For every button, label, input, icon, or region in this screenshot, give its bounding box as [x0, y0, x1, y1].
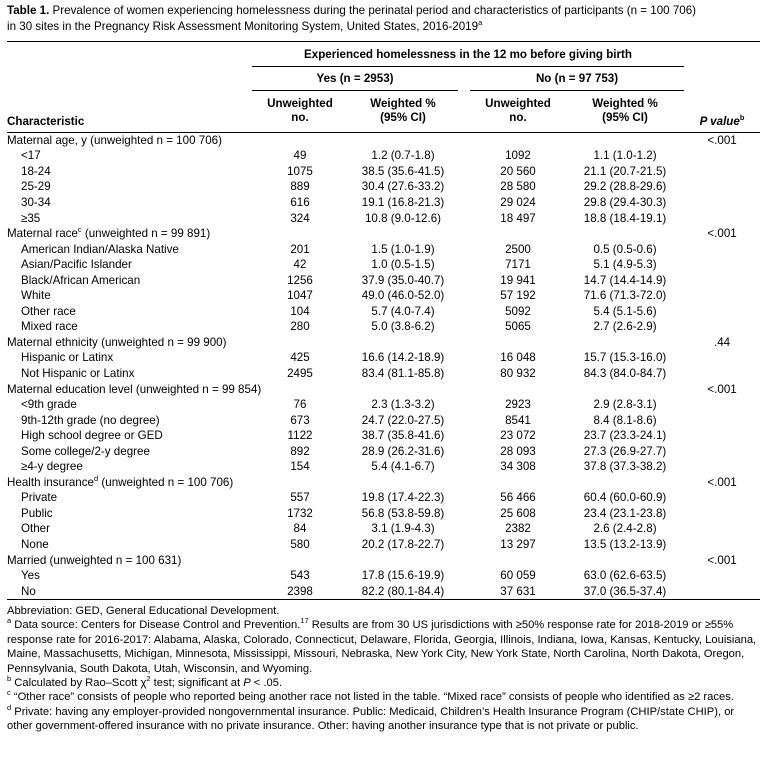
- table-row: [7, 179, 760, 195]
- no-weighted: 15.7 (15.3-16.0): [583, 351, 667, 365]
- no-unweighted: 60 059: [500, 569, 536, 583]
- no-unweighted-header: Unweighted no.: [485, 97, 551, 125]
- no-weighted: 63.0 (62.6-63.5): [583, 569, 667, 583]
- no-weighted: 2.9 (2.8-3.1): [593, 398, 657, 412]
- row-label: American Indian/Alaska Native: [21, 242, 179, 256]
- characteristic-header: Characteristic: [7, 114, 85, 128]
- yes-unweighted: 154: [290, 460, 310, 474]
- empty-cell: [684, 195, 760, 211]
- table-row: [7, 164, 760, 180]
- yes-weighted: 5.0 (3.8-6.2): [371, 320, 435, 334]
- spacer-cell: [458, 148, 470, 164]
- yes-unweighted: 49: [293, 149, 307, 163]
- yes-weighted: 1.0 (0.5-1.5): [371, 258, 435, 272]
- table-row: [7, 412, 760, 428]
- empty-cell: [458, 335, 470, 351]
- spacer-cell: [458, 241, 470, 257]
- no-weighted: 71.6 (71.3-72.0): [583, 289, 667, 303]
- spacer-cell: [458, 521, 470, 537]
- empty-cell: [458, 552, 470, 568]
- spacer-cell: [458, 397, 470, 413]
- yes-group-header: Yes (n = 2953): [252, 67, 458, 91]
- table-row: [7, 241, 760, 257]
- table-row: [7, 490, 760, 506]
- empty-cell: [470, 133, 566, 149]
- empty-cell: [348, 552, 458, 568]
- empty-cell: [684, 506, 760, 522]
- empty-cell: [252, 133, 348, 149]
- empty-cell: [684, 304, 760, 320]
- spacer-cell: [458, 304, 470, 320]
- no-unweighted: 2382: [505, 522, 531, 536]
- category-label: Maternal education level (unweighted n = 99 854): [7, 382, 262, 396]
- row-label: 25-29: [21, 180, 51, 194]
- table-row: [7, 210, 760, 226]
- empty-cell: [684, 350, 760, 366]
- table-body: [7, 133, 760, 599]
- no-weighted: 14.7 (14.4-14.9): [583, 273, 667, 287]
- no-unweighted: 25 608: [500, 506, 536, 520]
- no-weighted: 1.1 (1.0-1.2): [593, 149, 657, 163]
- empty-cell: [566, 381, 684, 397]
- yes-unweighted: 76: [293, 398, 307, 412]
- footnote-a: $^a$ Data source: Centers for Disease Control and Prevention.$^{17}$ Results are from 30 US jurisdictions with ≥50% response rate for 2018-2019 or ≥55% response rate for 2016-2017: Alabama, Alaska, Colorado, Connecticut, Delaware, Florida, Georgia, Illinois, Indiana, Iowa, Kansas, Kentucky, Louisiana, Maine, Massachusetts, Michigan, Minnesota, Mississippi, Missouri, Nebraska, New York City, New York State, North Carolina, North Dakota, Oregon, Pennsylvania, South Dakota, Utah, Wisconsin, and Wyoming.: [7, 616, 757, 675]
- spacer-cell: [458, 257, 470, 273]
- empty-cell: [684, 459, 760, 475]
- no-weighted: 29.2 (28.8-29.6): [583, 180, 667, 194]
- spacer-cell: [458, 210, 470, 226]
- yes-weighted: 82.2 (80.1-84.4): [361, 584, 445, 598]
- yes-unweighted: 2495: [287, 366, 313, 380]
- empty-cell: [566, 475, 684, 491]
- table-row: [7, 148, 760, 164]
- row-label: Not Hispanic or Latinx: [21, 366, 135, 380]
- row-label: No: [21, 584, 36, 598]
- empty-cell: [458, 381, 470, 397]
- empty-cell: [470, 475, 566, 491]
- category-row: [7, 335, 760, 351]
- yes-unweighted: 1256: [287, 273, 313, 287]
- no-unweighted: 80 932: [500, 366, 536, 380]
- empty-cell: [470, 381, 566, 397]
- no-unweighted: 8541: [505, 413, 531, 427]
- empty-cell: [684, 366, 760, 382]
- empty-cell: [348, 475, 458, 491]
- no-weighted: 5.4 (5.1-5.6): [593, 304, 657, 318]
- spacer-cell: [458, 366, 470, 382]
- yes-weighted: 2.3 (1.3-3.2): [371, 398, 435, 412]
- yes-unweighted: 543: [290, 569, 310, 583]
- yes-unweighted-header: Unweighted no.: [267, 97, 333, 125]
- footnote-b: $^b$ Calculated by Rao–Scott $\chi^2$ test; significant at P < .05.: [7, 673, 283, 689]
- empty-cell: [252, 381, 348, 397]
- table-row: [7, 272, 760, 288]
- no-unweighted: 13 297: [500, 537, 536, 551]
- empty-cell: [684, 568, 760, 584]
- table-row: [7, 288, 760, 304]
- table-row: [7, 568, 760, 584]
- spacer-cell: [458, 164, 470, 180]
- p-value: .44: [713, 335, 731, 349]
- category-label: Maternal age, y (unweighted n = 100 706): [7, 133, 222, 147]
- row-label: Other: [21, 522, 50, 536]
- p-value: <.001: [707, 553, 737, 567]
- row-label: 30-34: [21, 195, 51, 209]
- spacer-cell: [458, 583, 470, 599]
- no-weighted: 0.5 (0.5-0.6): [593, 242, 657, 256]
- spacer-cell: [458, 179, 470, 195]
- no-unweighted: 28 580: [500, 180, 536, 194]
- yes-weighted: 1.5 (1.0-1.9): [371, 242, 435, 256]
- spacer-cell: [458, 350, 470, 366]
- caption-text-2: in 30 sites in the Pregnancy Risk Assessment Monitoring System, United States, 2016-2019: [7, 20, 479, 33]
- empty-cell: [252, 475, 348, 491]
- empty-cell: [684, 521, 760, 537]
- row-label: <9th grade: [21, 398, 77, 412]
- table-row: [7, 521, 760, 537]
- table-row: [7, 537, 760, 553]
- no-unweighted: 5092: [505, 304, 531, 318]
- yes-weighted-header: Weighted % (95% CI): [370, 97, 436, 125]
- spacer-cell: [458, 459, 470, 475]
- yes-unweighted: 1122: [287, 429, 313, 443]
- no-weighted: 23.4 (23.1-23.8): [583, 506, 667, 520]
- no-weighted-header: Weighted % (95% CI): [592, 97, 658, 125]
- no-unweighted: 16 048: [500, 351, 536, 365]
- row-label: Mixed race: [21, 320, 78, 334]
- no-weighted: 37.8 (37.3-38.2): [583, 460, 667, 474]
- no-weighted: 5.1 (4.9-5.3): [593, 258, 657, 272]
- category-label: Maternal ethnicity (unweighted n = 99 900): [7, 335, 227, 349]
- no-weighted: 21.1 (20.7-21.5): [583, 164, 667, 178]
- spacer-cell: [458, 412, 470, 428]
- yes-unweighted: 889: [290, 180, 310, 194]
- yes-weighted: 56.8 (53.8-59.8): [361, 506, 445, 520]
- yes-unweighted: 425: [290, 351, 310, 365]
- row-label: White: [21, 289, 51, 303]
- empty-cell: [684, 241, 760, 257]
- spacer-cell: [458, 490, 470, 506]
- no-unweighted: 20 560: [500, 164, 536, 178]
- yes-weighted: 5.7 (4.0-7.4): [371, 304, 435, 318]
- yes-unweighted: 1047: [287, 289, 313, 303]
- p-value: <.001: [707, 133, 737, 147]
- yes-weighted: 24.7 (22.0-27.5): [361, 413, 445, 427]
- yes-unweighted: 324: [290, 211, 310, 225]
- empty-cell: [348, 335, 458, 351]
- no-weighted: 60.4 (60.0-60.9): [583, 491, 667, 505]
- row-label: 9th-12th grade (no degree): [21, 413, 160, 427]
- no-weighted: 13.5 (13.2-13.9): [583, 537, 667, 551]
- yes-unweighted: 104: [290, 304, 310, 318]
- empty-cell: [684, 490, 760, 506]
- bottom-rule: [7, 599, 760, 600]
- no-unweighted: 57 192: [500, 289, 536, 303]
- empty-cell: [348, 133, 458, 149]
- no-unweighted: 19 941: [500, 273, 536, 287]
- yes-unweighted: 2398: [287, 584, 313, 598]
- empty-cell: [684, 397, 760, 413]
- empty-cell: [470, 335, 566, 351]
- yes-weighted: 5.4 (4.1-6.7): [371, 460, 435, 474]
- empty-cell: [684, 288, 760, 304]
- row-label: Private: [21, 491, 58, 505]
- spacer-cell: [458, 428, 470, 444]
- empty-cell: [684, 319, 760, 335]
- no-weighted: 2.7 (2.6-2.9): [593, 320, 657, 334]
- yes-weighted: 19.1 (16.8-21.3): [361, 195, 445, 209]
- empty-cell: [684, 164, 760, 180]
- no-unweighted: 56 466: [500, 491, 536, 505]
- yes-weighted: 38.7 (35.8-41.6): [361, 429, 445, 443]
- table-label: Table 1.: [7, 4, 50, 17]
- row-label: Asian/Pacific Islander: [21, 258, 132, 272]
- footnote-c: $^c$ “Other race” consists of people who reported being another race not listed in the table. “Mixed race” consists of people who identified as ≥2 races.: [7, 688, 734, 704]
- spacer-cell: [458, 288, 470, 304]
- yes-weighted: 17.8 (15.6-19.9): [361, 569, 445, 583]
- empty-cell: [458, 133, 470, 149]
- empty-cell: [348, 226, 458, 242]
- yes-unweighted: 1075: [287, 164, 313, 178]
- no-weighted: 2.6 (2.4-2.8): [593, 522, 657, 536]
- empty-cell: [566, 552, 684, 568]
- spacer-cell: [458, 443, 470, 459]
- yes-unweighted: 42: [293, 258, 307, 272]
- no-unweighted: 1092: [505, 149, 531, 163]
- no-weighted: 8.4 (8.1-8.6): [593, 413, 657, 427]
- yes-unweighted: 673: [290, 413, 310, 427]
- yes-unweighted: 892: [290, 444, 310, 458]
- table-row: [7, 428, 760, 444]
- empty-cell: [684, 257, 760, 273]
- no-weighted: 27.3 (26.9-27.7): [583, 444, 667, 458]
- row-label: Public: [21, 506, 53, 520]
- spacer-cell: [458, 272, 470, 288]
- yes-weighted: 1.2 (0.7-1.8): [371, 149, 435, 163]
- no-weighted: 84.3 (84.0-84.7): [583, 366, 667, 380]
- empty-cell: [684, 148, 760, 164]
- empty-cell: [684, 272, 760, 288]
- yes-weighted: 19.8 (17.4-22.3): [361, 491, 445, 505]
- no-group-header: No (n = 97 753): [470, 67, 684, 91]
- no-unweighted: 34 308: [500, 460, 536, 474]
- no-unweighted: 2923: [505, 398, 531, 412]
- yes-unweighted: 580: [290, 537, 310, 551]
- caption-text-1: Prevalence of women experiencing homelessness during the perinatal period and characteristics of participants (n = 100 706): [52, 4, 697, 17]
- yes-weighted: 3.1 (1.9-4.3): [371, 522, 435, 536]
- p-value: <.001: [707, 475, 737, 489]
- row-label: ≥4-y degree: [21, 460, 83, 474]
- spacer-cell: [458, 319, 470, 335]
- yes-weighted: 20.2 (17.8-22.7): [361, 537, 445, 551]
- row-label: Other race: [21, 304, 76, 318]
- spacer-cell: [458, 568, 470, 584]
- row-label: None: [21, 537, 49, 551]
- table-row: [7, 459, 760, 475]
- row-label: ≥35: [21, 211, 41, 225]
- category-row: [7, 475, 760, 491]
- no-unweighted: 7171: [505, 258, 531, 272]
- footnote-abbreviation: Abbreviation: GED, General Educational Development.: [7, 604, 280, 617]
- no-unweighted: 29 024: [500, 195, 536, 209]
- spacer-cell: [458, 195, 470, 211]
- empty-cell: [684, 210, 760, 226]
- yes-unweighted: 201: [290, 242, 310, 256]
- table-caption: [7, 3, 760, 35]
- table-row: [7, 304, 760, 320]
- row-label: Yes: [21, 569, 40, 583]
- table-row: [7, 350, 760, 366]
- row-label: Hispanic or Latinx: [21, 351, 114, 365]
- category-label: Married (unweighted n = 100 631): [7, 553, 182, 567]
- table-row: [7, 443, 760, 459]
- yes-unweighted: 280: [290, 320, 310, 334]
- table-document: [7, 3, 760, 734]
- row-label: High school degree or GED: [21, 429, 163, 443]
- no-unweighted: 18 497: [500, 211, 536, 225]
- yes-weighted: 30.4 (27.6-33.2): [361, 180, 445, 194]
- no-weighted: 23.7 (23.3-24.1): [583, 429, 667, 443]
- data-table: [7, 42, 760, 599]
- row-label: Black/African American: [21, 273, 141, 287]
- yes-weighted: 37.9 (35.0-40.7): [361, 273, 445, 287]
- empty-cell: [348, 381, 458, 397]
- no-unweighted: 37 631: [500, 584, 536, 598]
- category-row: [7, 133, 760, 149]
- no-weighted: 29.8 (29.4-30.3): [583, 195, 667, 209]
- no-weighted: 37.0 (36.5-37.4): [583, 584, 667, 598]
- yes-unweighted: 616: [290, 195, 310, 209]
- table-row: [7, 319, 760, 335]
- empty-cell: [470, 226, 566, 242]
- footnotes: [7, 604, 760, 734]
- yes-weighted: 16.6 (14.2-18.9): [361, 351, 445, 365]
- empty-cell: [684, 179, 760, 195]
- yes-weighted: 38.5 (35.6-41.5): [361, 164, 445, 178]
- caption-footnote-mark: a: [478, 18, 483, 27]
- table-row: [7, 195, 760, 211]
- empty-cell: [566, 335, 684, 351]
- spacer-cell: [458, 537, 470, 553]
- empty-cell: [252, 335, 348, 351]
- no-unweighted: 28 093: [500, 444, 536, 458]
- yes-unweighted: 84: [293, 522, 307, 536]
- spanning-header: Experienced homelessness in the 12 mo before giving birth: [252, 42, 684, 67]
- yes-weighted: 49.0 (46.0-52.0): [361, 289, 445, 303]
- yes-weighted: 10.8 (9.0-12.6): [364, 211, 442, 225]
- empty-cell: [458, 475, 470, 491]
- no-weighted: 18.8 (18.4-19.1): [583, 211, 667, 225]
- empty-cell: [684, 443, 760, 459]
- table-row: [7, 397, 760, 413]
- p-value: <.001: [707, 382, 737, 396]
- category-label: Maternal race$^c$ (unweighted n = 99 891): [7, 225, 211, 241]
- category-row: [7, 381, 760, 397]
- yes-unweighted: 1732: [287, 506, 313, 520]
- empty-cell: [566, 226, 684, 242]
- no-unweighted: 23 072: [500, 429, 536, 443]
- yes-weighted: 83.4 (81.1-85.8): [361, 366, 445, 380]
- footnote-d: $^d$ Private: having any employer-provided nongovernmental insurance. Public: Medicaid, Children’s Health Insurance Program (CHIP/state CHIP), or other government-offered insurance with no private insurance. Other: having another insurance type that is not private or public.: [7, 702, 735, 733]
- row-label: 18-24: [21, 164, 51, 178]
- p-value-header: P value$^b$: [699, 112, 745, 128]
- table-row: [7, 506, 760, 522]
- empty-cell: [566, 133, 684, 149]
- yes-unweighted: 557: [290, 491, 310, 505]
- category-row: [7, 226, 760, 242]
- yes-weighted: 28.9 (26.2-31.6): [361, 444, 445, 458]
- empty-cell: [458, 226, 470, 242]
- category-label: Health insurance$^d$ (unweighted n = 100 706): [7, 473, 234, 489]
- empty-cell: [684, 412, 760, 428]
- empty-cell: [252, 552, 348, 568]
- row-label: <17: [21, 149, 41, 163]
- category-row: [7, 552, 760, 568]
- no-unweighted: 2500: [505, 242, 531, 256]
- table-row: [7, 366, 760, 382]
- table-row: [7, 257, 760, 273]
- empty-cell: [684, 537, 760, 553]
- row-label: Some college/2-y degree: [21, 444, 150, 458]
- table-row: [7, 583, 760, 599]
- empty-cell: [470, 552, 566, 568]
- empty-cell: [684, 428, 760, 444]
- spacer-cell: [458, 506, 470, 522]
- no-unweighted: 5065: [505, 320, 531, 334]
- empty-cell: [684, 583, 760, 599]
- empty-cell: [252, 226, 348, 242]
- p-value: <.001: [707, 227, 737, 241]
